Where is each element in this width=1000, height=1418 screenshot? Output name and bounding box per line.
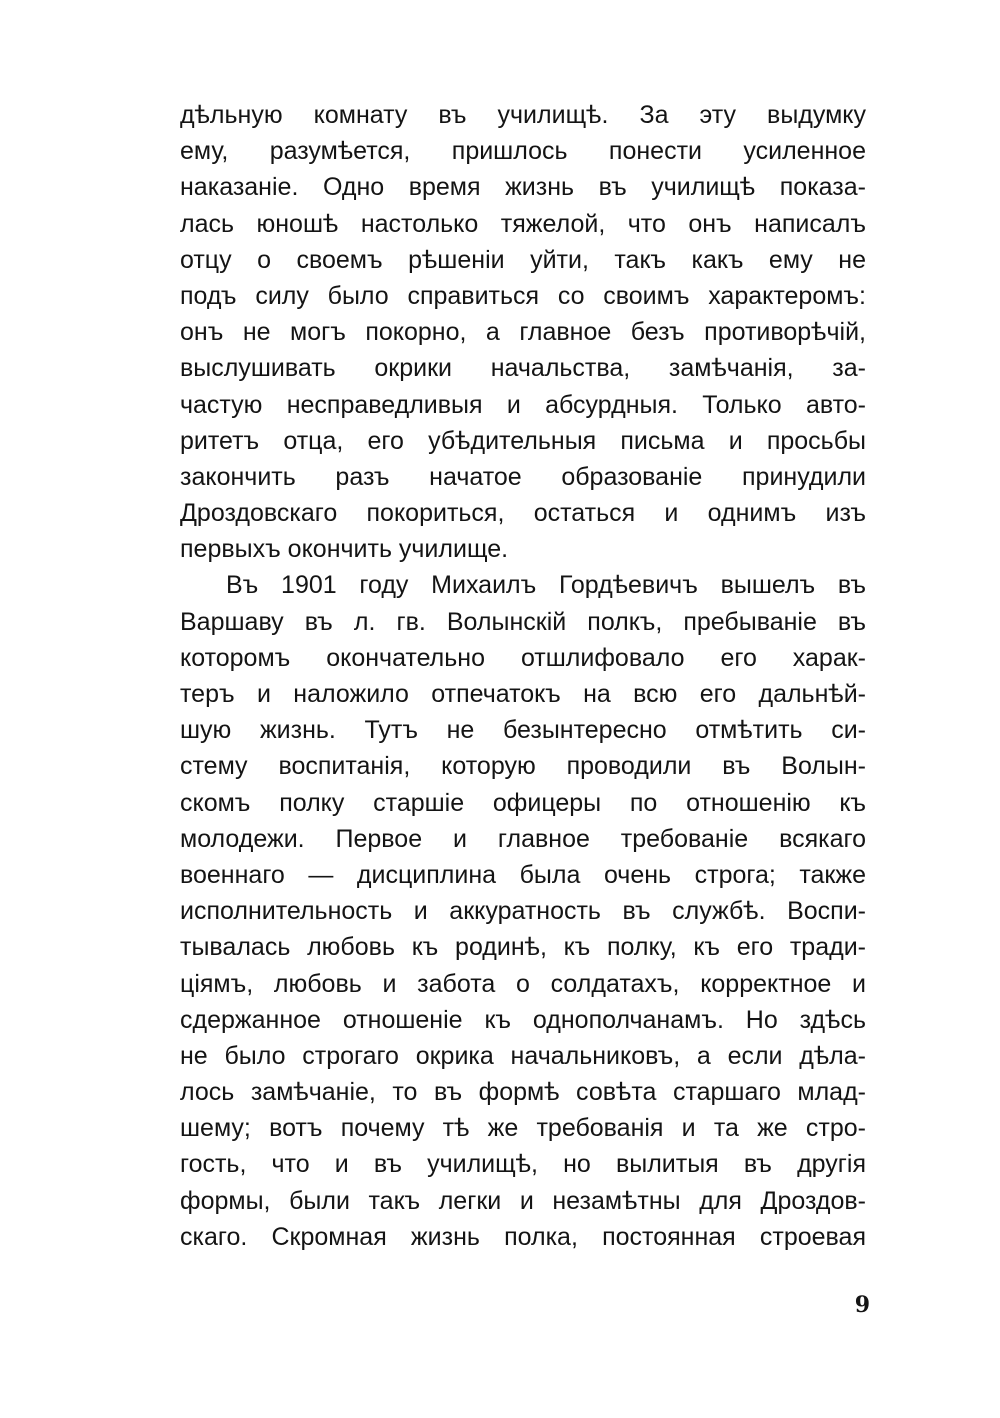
text-line: формы, были такъ легки и незамѣтны для Дроздов- [180, 1186, 866, 1215]
text-line: первыхъ окончить училище. [180, 535, 509, 564]
text-line: частую несправедливыя и абсурдныя. Только авто- [180, 390, 866, 419]
page-number: 9 [854, 1292, 870, 1318]
text-line: лась юношѣ настолько тяжелой, что онъ написалъ [180, 209, 866, 238]
text-line: ему, разумѣется, пришлось понести усиленное [180, 137, 866, 166]
text-line: шему; вотъ почему тѣ же требованія и та же стро- [180, 1114, 866, 1143]
text-line: тывалась любовь къ родинѣ, къ полку, къ его тради- [180, 933, 866, 962]
text-line: подъ силу было справиться со своимъ характеромъ: [180, 281, 866, 310]
text-line: Дроздовскаго покориться, остаться и однимъ изъ [180, 499, 866, 528]
paragraph-2 [180, 567, 866, 1255]
text-line: Въ 1901 году Михаилъ Гордѣевичъ вышелъ въ [226, 571, 866, 600]
text-line: исполнительность и аккуратность въ службѣ. Воспи- [180, 897, 866, 926]
text-line: онъ не могъ покорно, а главное безъ противорѣчій, [180, 318, 866, 347]
text-line: теръ и наложило отпечатокъ на всю его дальнѣй- [180, 680, 866, 708]
text-line: стему воспитанія, которую проводили въ Волын- [180, 752, 866, 781]
text-line: дѣльную комнату въ училищѣ. За эту выдумку [180, 101, 866, 129]
text-line: которомъ окончательно отшлифовало его харак- [180, 643, 866, 672]
page-body [180, 97, 866, 1255]
paragraph-1 [180, 97, 866, 567]
text-line: гость, что и въ училищѣ, но вылитыя въ другія [180, 1150, 866, 1179]
text-line: ритетъ отца, его убѣдительныя письма и просьбы [180, 426, 866, 455]
text-line: шую жизнь. Тутъ не безынтересно отмѣтить си- [180, 716, 866, 745]
text-line: не было строгаго окрика начальниковъ, а если дѣла- [180, 1041, 866, 1070]
text-line: отцу о своемъ рѣшеніи уйти, такъ какъ ему не [180, 245, 866, 274]
text-line: наказаніе. Одно время жизнь въ училищѣ показа- [180, 173, 866, 202]
text-line: молодежи. Первое и главное требованіе всякаго [180, 824, 866, 853]
text-line: закончить разъ начатое образованіе принудили [180, 462, 866, 491]
text-line: лось замѣчаніе, то въ формѣ совѣта старшаго млад- [180, 1078, 866, 1107]
text-line: выслушивать окрики начальства, замѣчанія, за- [180, 354, 866, 383]
text-line: скомъ полку старшіе офицеры по отношенію къ [180, 788, 866, 817]
text-line: Варшаву въ л. гв. Волынскій полкъ, пребываніе въ [180, 607, 866, 636]
text-line: скаго. Скромная жизнь полка, постоянная строевая [180, 1222, 866, 1251]
text-line: сдержанное отношеніе къ однополчанамъ. Но здѣсь [180, 1005, 866, 1034]
text-line: ціямъ, любовь и забота о солдатахъ, корректное и [180, 969, 866, 998]
text-line: военнаго — дисциплина была очень строга; также [180, 860, 866, 889]
